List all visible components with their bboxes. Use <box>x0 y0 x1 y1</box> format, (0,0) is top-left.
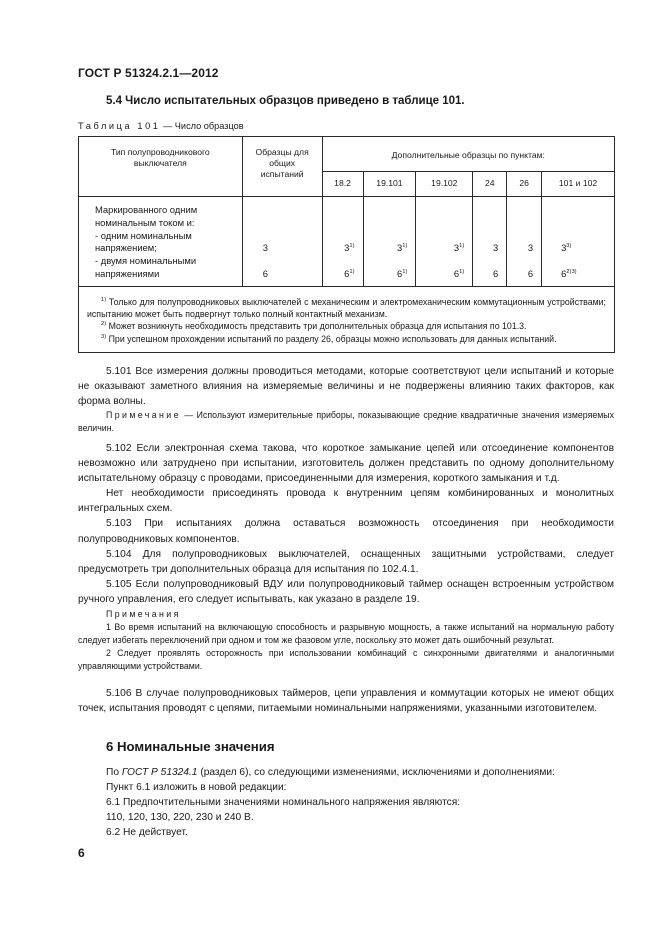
sub-header-26: 26 <box>507 172 542 197</box>
cell-19-101: 3$^{1)}$ 6$^{1)}$ <box>363 197 416 287</box>
cell-101-102: 3$^{3)}$ $6^{2)3)}$ <box>542 197 615 287</box>
cell-general-samples: 3 6 <box>242 197 322 287</box>
table-caption <box>78 121 244 131</box>
paragraph-5-101: 5.101 Все измерения должны проводиться методами, которые соответствуют цели испытаний и которые не оказывают заметного влияния на измеряемые величины и не подвержены влиянию таких факторов, как форма волны. <box>78 366 614 408</box>
table-row <box>79 197 615 287</box>
cell-26: 3 6 <box>507 197 542 287</box>
section-6-heading: 6 Номинальные значения <box>106 739 275 754</box>
paragraph-5-106: 5.106 В случае полупроводниковых таймеров, цепи управления и коммутации которых не имеют общих точек, испытания проводят с цепями, питаемыми номинальными напряжениями, указанными изготовителем. <box>78 688 614 715</box>
sub-header-101-102: 101 и 102 <box>542 172 615 197</box>
cell-24: 3 6 <box>473 197 507 287</box>
note-5-101: Примечание — Используют измерительные приборы, показывающие средние квадратичные значения измеряемых величин. <box>78 410 614 433</box>
column-header-additional: Дополнительные образцы по пунктам: <box>322 137 614 172</box>
paragraph-5-102: 5.102 Если электронная схема такова, что короткое замыкание цепей или отсоединение компонентов невозможно или затруднено при испытании, изготовитель должен представить по одному дополнительному испытательному образцу с проводами, присоединенными для измерения, короткого замыкания и т.д. Нет необходимости присоединять провода к внутренним цепям комбинированных и монолитных интегральных схем. 5.103 При испытаниях должна оставаться возможность отсоединения при необходимости полупроводниковых компонентов. 5.104 Для полупроводниковых выключателей, оснащенных защитными устройствами, следует предусмотреть три дополнительных образца для испытания по 102.4.1. 5.105 Если полупроводниковый ВДУ или полупроводниковый таймер оснащен встроенным устройством ручного управления, его следует испытывать, как указано в разделе 19. <box>78 443 614 605</box>
row-description: Маркированного одним номинальным током и: - одним номинальным напряжением; - двумя номинальными напряжениями <box>79 197 243 287</box>
table-caption-text: — Число образцов <box>160 121 244 131</box>
cell-18-2: 3$^{1)}$ 6$^{1)}$ <box>322 197 363 287</box>
sub-header-18-2: 18.2 <box>322 172 363 197</box>
column-header-general-samples: Образцы для общих испытаний <box>242 137 322 197</box>
page-number: 6 <box>78 846 85 860</box>
sub-header-19-102: 19.102 <box>416 172 473 197</box>
sub-header-24: 24 <box>473 172 507 197</box>
footnote-2: $^{2)}$ Может возникнуть необходимость представить три дополнительных образца для испытания по 101.3. <box>101 321 527 332</box>
section-5-4-heading: 5.4 Число испытательных образцов приведено в таблице 101. <box>106 95 465 107</box>
samples-table <box>78 136 615 353</box>
table-caption-label: Таблица 101 <box>78 121 161 131</box>
sub-header-19-101: 19.101 <box>363 172 416 197</box>
footnote-3: $^{3)}$ При успешном прохождении испытаний по разделу 26, образцы можно использовать для данных испытаний. <box>101 333 557 344</box>
section-6-body: По ГОСТ Р 51324.1 (раздел 6), со следующими изменениями, исключениями и дополнениями: Пункт 6.1 изложить в новой редакции: 6.1 Предпочтительными значениями номинального напряжения являются: 110, 120, 130, 220, 230 и 240 В. 6.2 Не действует. <box>106 767 555 839</box>
footnote-1: $^{1)}$ Только для полупроводниковых выключателей с механическим и электромеханическим коммутационным устройствами; испытанию может быть подвергнут только полный контактный механизм. <box>87 296 606 319</box>
column-header-type: Тип полупроводникового выключателя <box>79 137 243 197</box>
cell-19-102: 3$^{1)}$ 6$^{1)}$ <box>416 197 473 287</box>
notes-5-105: Примечания 1 Во время испытаний на включающую способность и разрывную мощность, а также испытаний на нормальную работу следует избегать переключений при одном и том же фазовом угле, поскольку это может дать ошибочный результат. 2 Следует проявлять осторожность при использовании комбинаций с синхронными двигателями и аналогичными управляющими устройствами. <box>78 609 614 671</box>
table-footnotes <box>79 286 615 352</box>
document-header: ГОСТ Р 51324.2.1—2012 <box>78 66 219 80</box>
